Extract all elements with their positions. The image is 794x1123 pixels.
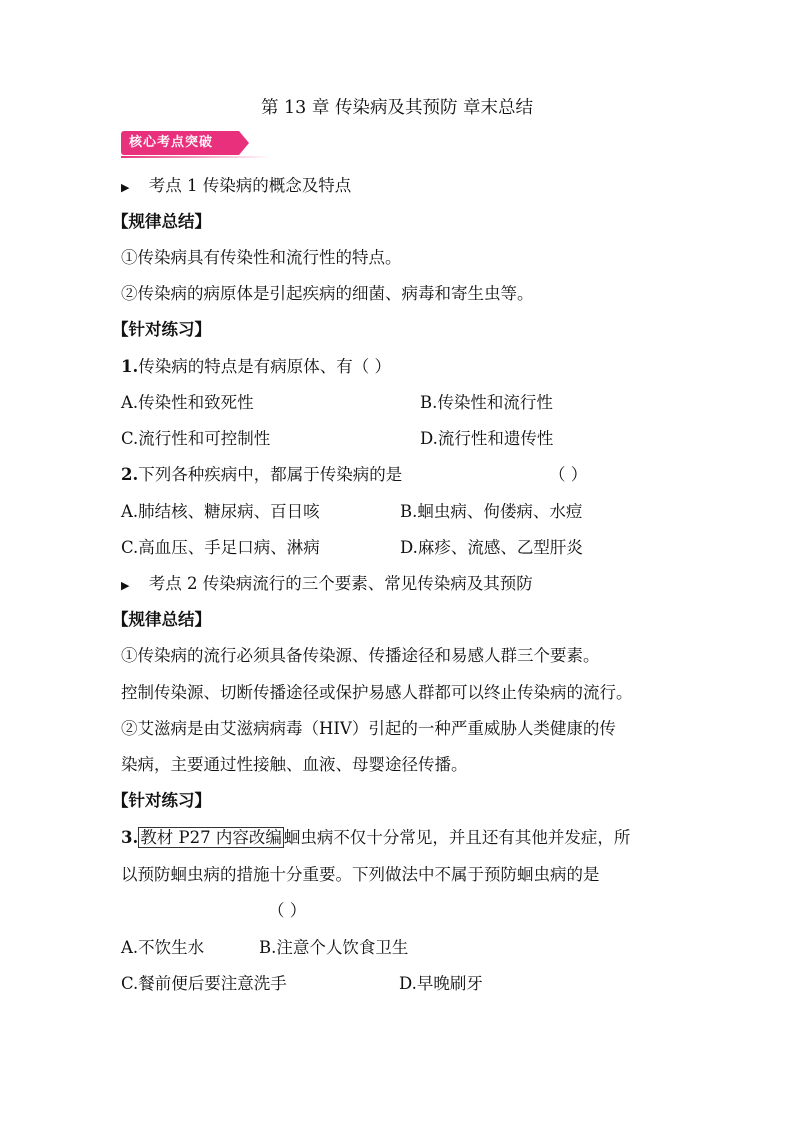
point2-heading: 考点 2 传染病流行的三个要素、常见传染病及其预防 [148, 574, 533, 593]
question-number: 2. [121, 465, 139, 484]
question-1-option-a: A.传染性和致死性 [121, 393, 254, 412]
question-2-option-d: D.麻疹、流感、乙型肝炎 [400, 538, 583, 557]
question-text: 下列各种疾病中，都属于传染病的是 [138, 465, 403, 484]
question-2-option-a: A.肺结核、糖尿病、百日咳 [121, 502, 320, 521]
point2-rule-1-line-1: ①传染病的流行必须具备传染源、传播途径和易感人群三个要素。 [121, 646, 600, 665]
point1-heading: 考点 1 传染病的概念及特点 [148, 176, 352, 195]
question-text: 传染病的特点是有病原体、有（ ） [138, 357, 391, 376]
point2-rule-2-line-2: 染病，主要通过性接触、血液、母婴途径传播。 [121, 755, 468, 774]
page-title: 第 13 章 传染病及其预防 章末总结 [260, 98, 534, 118]
badge-arrow-decoration [239, 131, 249, 155]
question-3-option-d: D.早晚刷牙 [399, 974, 483, 993]
point2-summary-label: 【规律总结】 [112, 610, 211, 629]
point1-practice-label: 【针对练习】 [112, 320, 211, 339]
question-3-stem-line-2: 以预防蛔虫病的措施十分重要。下列做法中不属于预防蛔虫病的是 [121, 865, 600, 884]
question-1-option-d: D.流行性和遗传性 [420, 429, 554, 448]
question-2-stem [121, 464, 402, 486]
question-2-option-c: C.高血压、手足口病、淋病 [121, 538, 320, 557]
question-3-option-a: A.不饮生水 [121, 938, 205, 957]
source-tag: 教材 P27 内容改编 [140, 828, 282, 847]
point1-rule-2: ②传染病的病原体是引起疾病的细菌、病毒和寄生虫等。 [121, 284, 534, 303]
point1-summary-label: 【规律总结】 [112, 212, 211, 231]
question-1-option-c: C.流行性和可控制性 [121, 429, 271, 448]
question-3-stem-line-1 [121, 827, 630, 849]
point2-rule-1-line-2: 控制传染源、切断传播途径或保护易感人群都可以终止传染病的流行。 [121, 683, 633, 702]
question-2-option-b: B.蛔虫病、佝偻病、水痘 [400, 502, 583, 521]
triangle-right-icon: ▶ [121, 181, 130, 194]
point2-rule-2-line-1: ②艾滋病是由艾滋病病毒（HIV）引起的一种严重威胁人类健康的传 [121, 719, 616, 738]
point1-rule-1: ①传染病具有传染性和流行性的特点。 [121, 248, 402, 267]
question-3-option-b: B.注意个人饮食卫生 [259, 938, 409, 957]
question-1-option-b: B.传染性和流行性 [420, 393, 553, 412]
question-number: 3. [121, 828, 139, 847]
question-1-stem [121, 356, 391, 378]
point2-practice-label: 【针对练习】 [112, 791, 211, 810]
badge-underline-decoration [121, 156, 271, 158]
question-3-answer-paren: （ ） [268, 901, 307, 920]
question-3-option-c: C.餐前便后要注意洗手 [121, 974, 287, 993]
point2-heading-row [121, 573, 533, 597]
question-2-answer-paren: （ ） [549, 465, 588, 484]
triangle-right-icon: ▶ [121, 579, 130, 592]
question-text: 蛔虫病不仅十分常见，并且还有其他并发症，所 [283, 828, 631, 847]
point1-heading-row [121, 175, 351, 199]
question-number: 1. [121, 357, 139, 376]
section-badge: 核心考点突破 [121, 131, 239, 155]
